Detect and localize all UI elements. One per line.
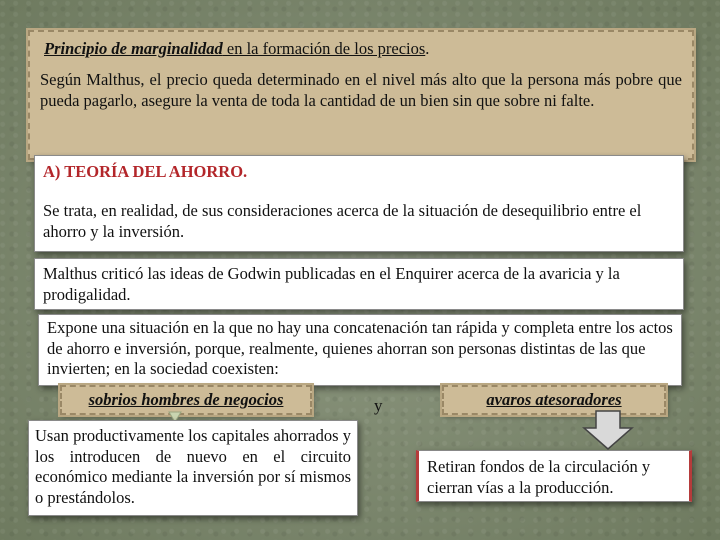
hoarders-description: Retiran fondos de la circulación y cierran vías a la producción. bbox=[427, 457, 651, 497]
hoarders-label: avaros atesoradores bbox=[442, 385, 666, 415]
businessmen-label: sobrios hombres de negocios bbox=[60, 385, 312, 415]
godwin-critique-body: Malthus criticó las ideas de Godwin publicadas en el Enquirer acerca de la avaricia y la prodigalidad. bbox=[43, 264, 620, 304]
and-connector: y bbox=[374, 396, 383, 415]
situation-body: Expone una situación en la que no hay una concatenación tan rápida y completa entre los actos de ahorro e inversión, porque, realmente, quienes ahorran son personas distintas de las que invierten; en la sociedad coexisten: bbox=[47, 318, 673, 378]
savings-theory-body: Se trata, en realidad, de sus consideraciones acerca de la situación de desequilibrio entre el ahorro y la inversión. bbox=[43, 201, 642, 241]
block-down-arrow-icon bbox=[582, 410, 634, 450]
businessmen-description: Usan productivamente los capitales ahorrados y los introducen de nuevo en el circuito económico mediante la inversión por sí mismos o prestándolos. bbox=[35, 426, 351, 507]
situation-box bbox=[38, 314, 682, 386]
savings-theory-box bbox=[34, 155, 684, 252]
marginality-principle-box bbox=[28, 30, 694, 160]
godwin-critique-box bbox=[34, 258, 684, 310]
businessmen-description-box bbox=[28, 420, 358, 516]
marginality-title-italic: Principio de marginalidad bbox=[44, 39, 223, 58]
hoarders-description-box bbox=[416, 450, 692, 502]
marginality-body: Según Malthus, el precio queda determinado en el nivel más alto que la persona más pobre que pueda pagarlo, asegure la venta de toda la cantidad de un bien sin que sobre ni falte. bbox=[40, 70, 682, 110]
marginality-title bbox=[44, 38, 682, 59]
marginality-title-rest: en la formación de los precios bbox=[222, 39, 426, 58]
savings-theory-heading: A) TEORÍA DEL AHORRO. bbox=[43, 162, 248, 181]
marginality-title-dot: . bbox=[425, 39, 430, 58]
